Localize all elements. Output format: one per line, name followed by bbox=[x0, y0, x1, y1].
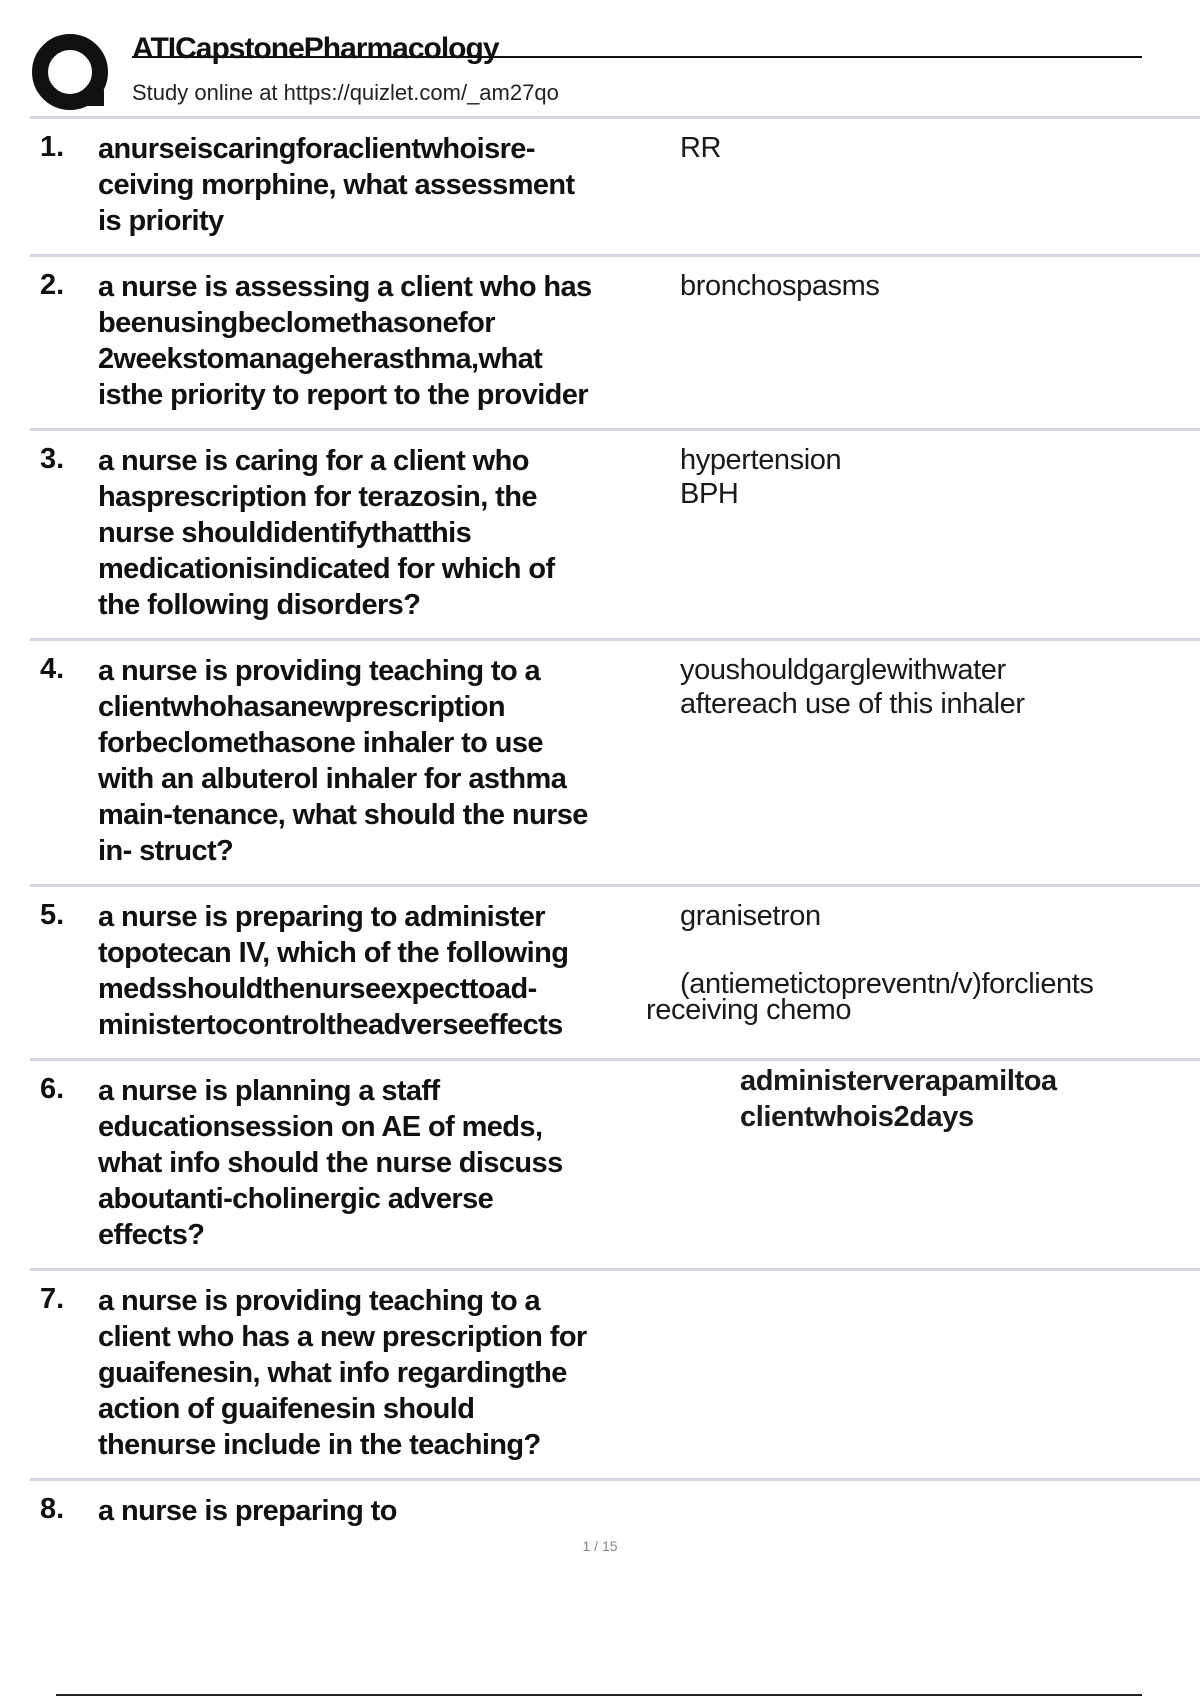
card-number: 3. bbox=[40, 443, 65, 475]
quizlet-logo-icon bbox=[32, 34, 112, 114]
card-number: 4. bbox=[40, 653, 65, 685]
card-question: a nurse is providing teaching to a client who has a new prescription for guaifenesin, what info regardingthe action of guaifenesin should thenurse include in the teaching? bbox=[98, 1285, 587, 1461]
flashcard bbox=[30, 884, 1200, 1061]
card-answer: bronchospasms bbox=[680, 270, 880, 302]
card-answer: hypertension BPH bbox=[680, 444, 842, 510]
card-answer: youshouldgarglewithwater aftereach use of this inhaler bbox=[680, 654, 1025, 720]
page-indicator: 1 / 15 bbox=[582, 1538, 618, 1554]
flashcard bbox=[30, 1268, 1200, 1481]
set-title: ATICapstonePharmacology bbox=[132, 32, 499, 65]
card-question: anurseiscaringforaclientwhoisre- ceiving morphine, what assessment is priority bbox=[98, 133, 575, 237]
card-number: 8. bbox=[40, 1493, 65, 1525]
flashcard bbox=[30, 254, 1200, 431]
page-header bbox=[32, 28, 1142, 118]
card-answer: RR bbox=[680, 132, 722, 164]
card-answer-continuation: receiving chemo bbox=[646, 994, 852, 1026]
footer-divider bbox=[56, 1694, 1142, 1696]
card-answer: administerverapamiltoa clientwhois2days bbox=[740, 1065, 1057, 1133]
flashcard bbox=[30, 1058, 1200, 1271]
card-number: 7. bbox=[40, 1283, 65, 1315]
card-number: 5. bbox=[40, 899, 65, 931]
card-number: 2. bbox=[40, 269, 65, 301]
card-question: a nurse is caring for a client who hasprescription for terazosin, the nurse shouldidentifythatthis medicationisindicated for which of the following disorders? bbox=[98, 445, 555, 621]
card-answer: granisetron (antiemetictopreventn/v)forclients bbox=[680, 900, 1094, 1000]
flashcard bbox=[30, 638, 1200, 887]
flashcard bbox=[30, 428, 1200, 641]
card-question: a nurse is planning a staff educationsession on AE of meds, what info should the nurse discuss aboutanti-cholinergic adverse effects? bbox=[98, 1075, 563, 1251]
card-question: a nurse is assessing a client who has beenusingbeclomethasonefor 2weekstomanageherasthma,what isthe priority to report to the provider bbox=[98, 271, 592, 411]
card-question: a nurse is preparing to administer topotecan IV, which of the following medsshouldthenurseexpecttoad- ministertocontroltheadverseeffects bbox=[98, 901, 569, 1041]
card-question: a nurse is preparing to bbox=[98, 1495, 397, 1527]
card-question: a nurse is providing teaching to a clientwhohasanewprescription forbeclomethasone inhaler to use with an albuterol inhaler for asthma main-tenance, what should the nurse in- struct? bbox=[98, 655, 588, 867]
card-number: 6. bbox=[40, 1073, 65, 1105]
flashcard bbox=[30, 116, 1200, 257]
card-number: 1. bbox=[40, 131, 65, 163]
study-link[interactable]: Study online at https://quizlet.com/_am27qo bbox=[132, 80, 559, 105]
